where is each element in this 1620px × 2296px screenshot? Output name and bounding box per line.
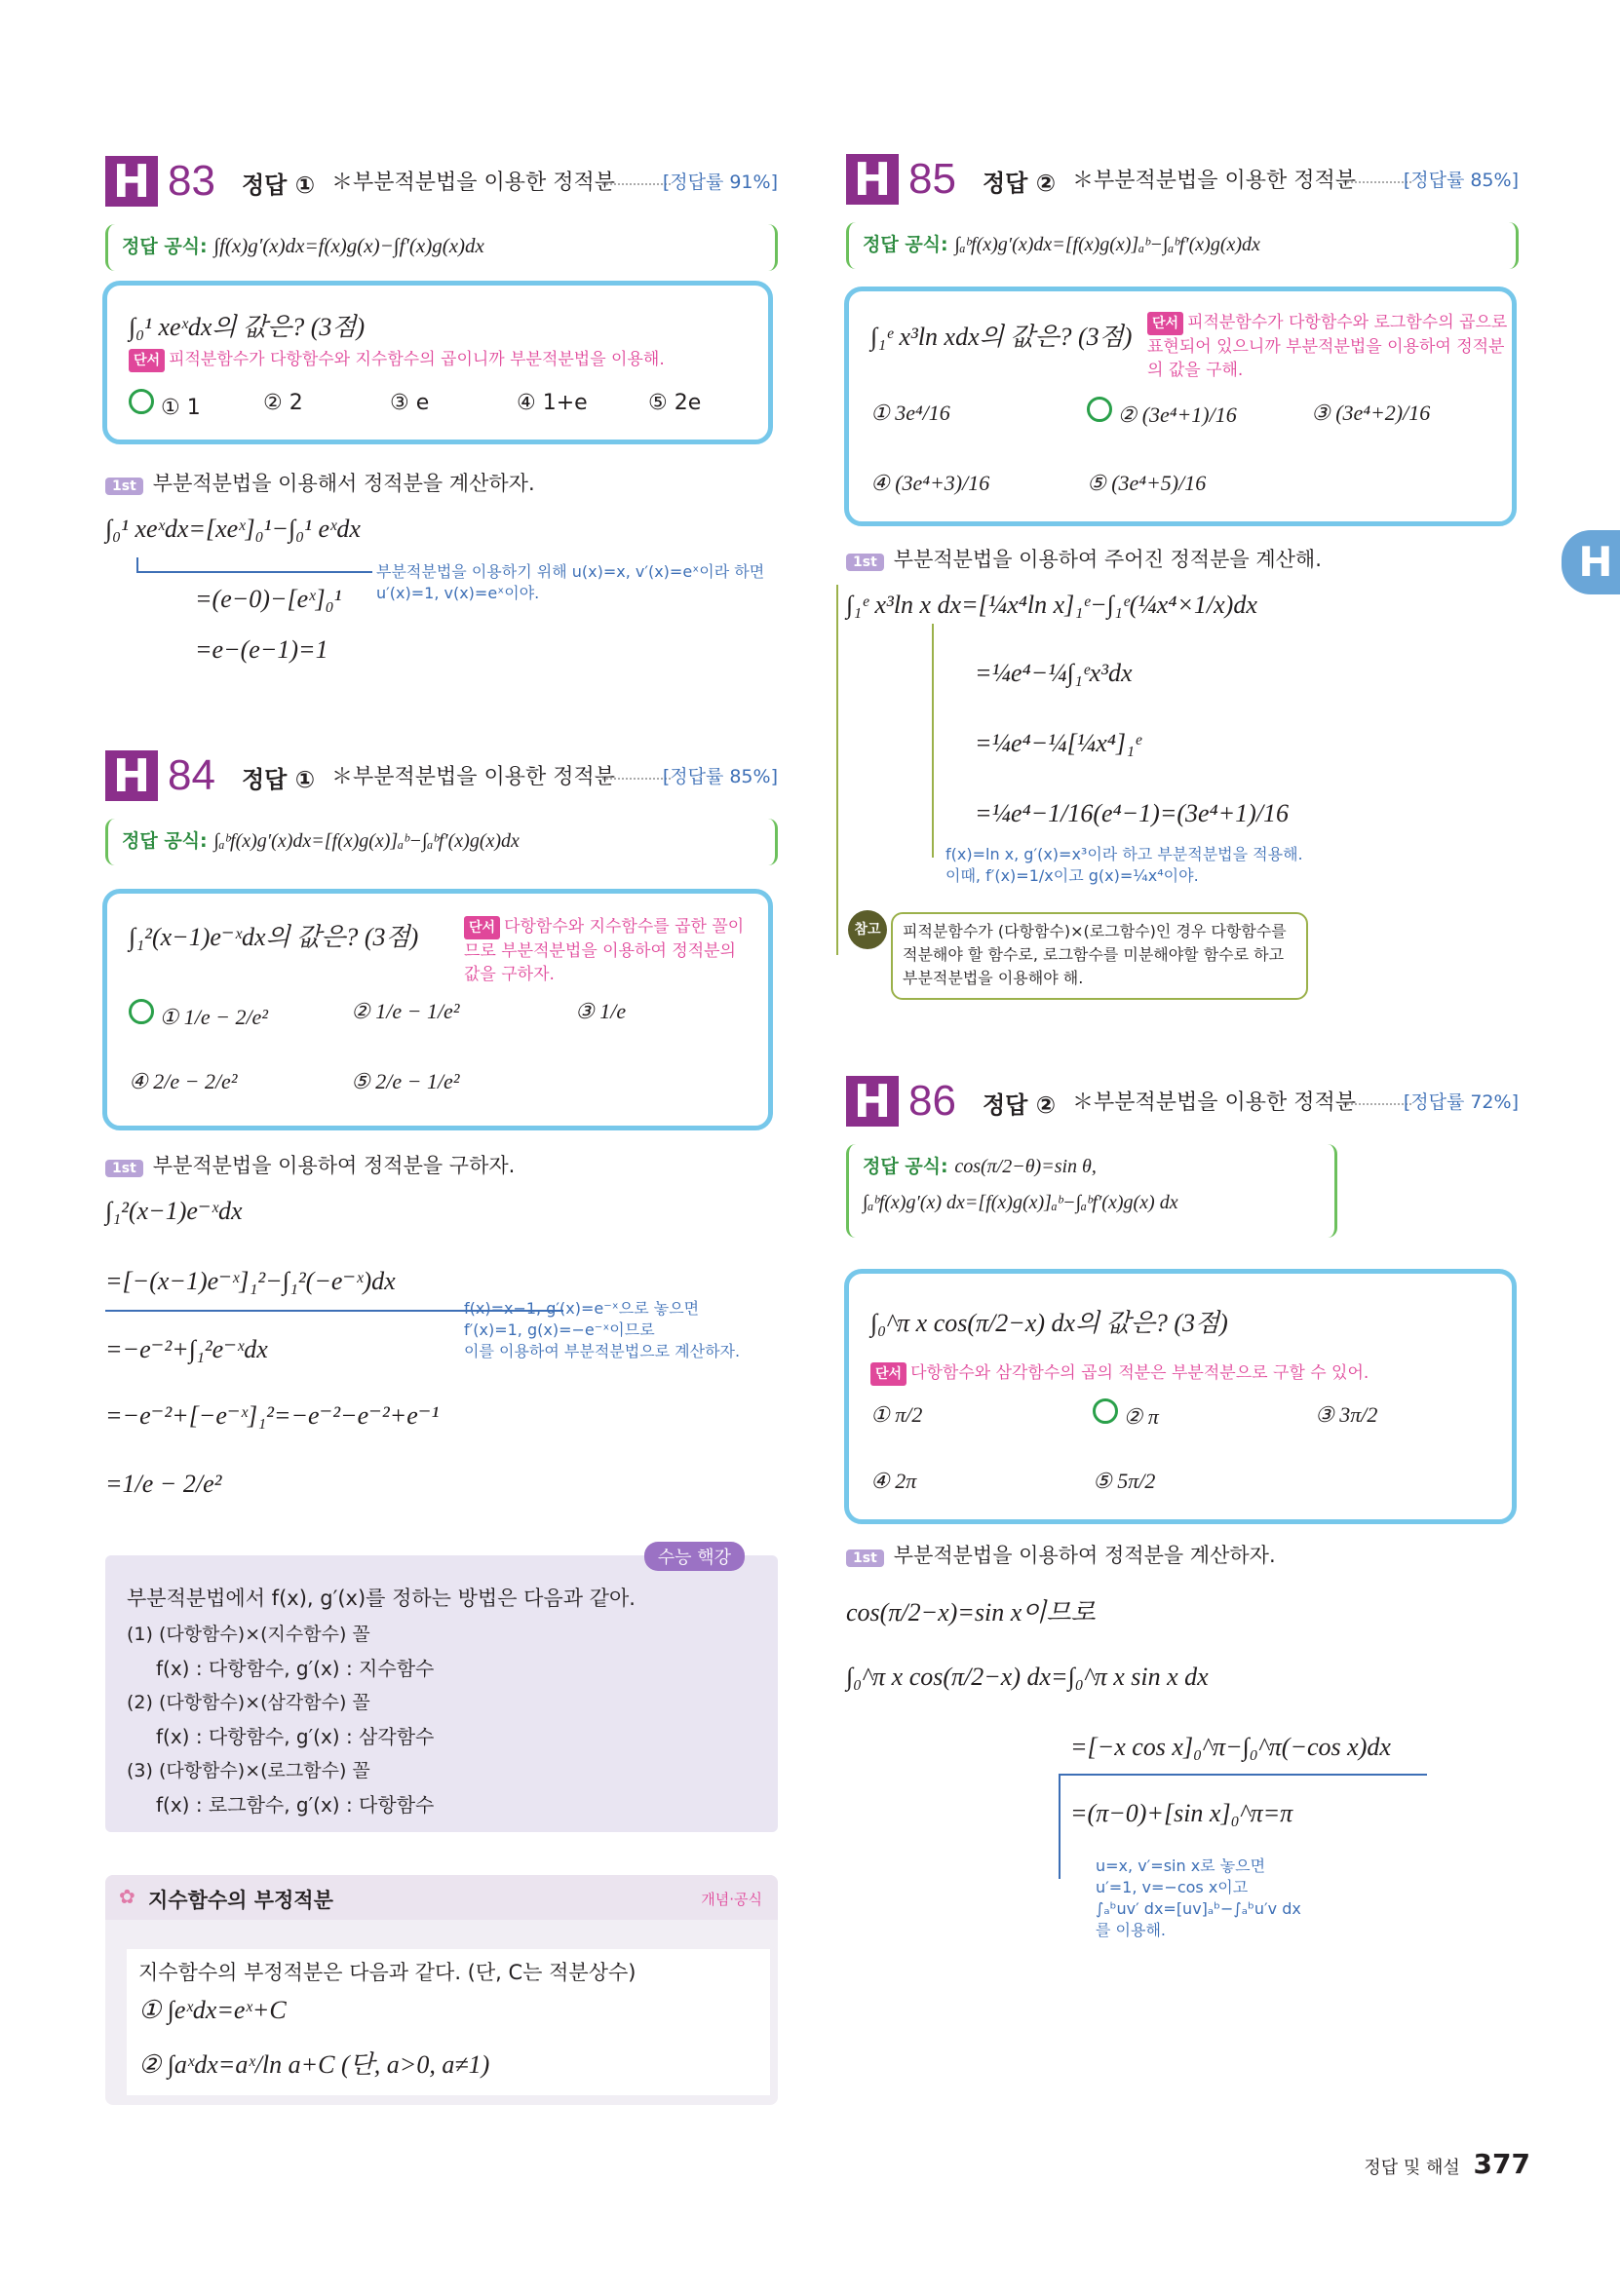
- hint-tag: 단서: [1147, 312, 1183, 335]
- problem-header: [105, 750, 778, 809]
- step-h83: [105, 468, 535, 497]
- suneung-item-1: (1) (다항함수)×(지수함수) 꼴: [127, 1624, 370, 1645]
- option-2[interactable]: ② π: [1093, 1398, 1159, 1430]
- option-2[interactable]: ② 1/e − 1/e²: [351, 999, 460, 1023]
- dotted-leader: [602, 778, 671, 780]
- note-box: [891, 912, 1308, 1000]
- concept-item-1: ① ∫eˣdx=eˣ+C: [138, 1996, 287, 2024]
- answer-label: 정답 ①: [242, 172, 316, 199]
- option-1[interactable]: ① 3e⁴/16: [870, 401, 950, 425]
- option-3[interactable]: ③ (3e⁴+2)/16: [1311, 401, 1431, 425]
- problem-header: [846, 154, 1519, 212]
- annotation-connector-2: [932, 624, 934, 858]
- formula-text-1: cos(π/2−θ)=sin θ,: [954, 1156, 1097, 1177]
- suneung-item-3: (2) (다항함수)×(삼각함수) 꼴: [127, 1692, 370, 1713]
- step-tag: 1st: [105, 478, 143, 495]
- hint-tag: 단서: [870, 1362, 906, 1386]
- option-4[interactable]: ④ 2/e − 2/e²: [129, 1069, 238, 1093]
- question-text: ∫₁ᵉ x³ln xdx의 값은? (3점): [870, 323, 1133, 351]
- solution-line-3: =−e⁻²+∫₁²e⁻ˣdx: [105, 1335, 268, 1363]
- solution-line-1: cos(π/2−x)=sin x이므로: [846, 1598, 1096, 1626]
- formula-text: ∫ₐᵇf(x)g′(x)dx=[f(x)g(x)]ₐᵇ−∫ₐᵇf′(x)g(x)dx: [954, 234, 1260, 255]
- suneung-item-4: f(x) : 다항함수, g′(x) : 삼각함수: [156, 1725, 435, 1748]
- problem-h86: [846, 1076, 1519, 1238]
- option-5[interactable]: ⑤ 5π/2: [1093, 1469, 1156, 1493]
- flower-icon: ✿: [119, 1885, 135, 1908]
- formula-text-2: ∫ₐᵇf(x)g′(x) dx=[f(x)g(x)]ₐᵇ−∫ₐᵇf′(x)g(x) dx: [863, 1192, 1178, 1213]
- correct-rate: [정답률 72%]: [1403, 1091, 1519, 1113]
- question-text: ∫₀^π x cos(π/2−x) dx의 값은? (3점): [870, 1309, 1228, 1337]
- h-badge: H: [846, 154, 899, 205]
- suneung-item-2: f(x) : 다항함수, g′(x) : 지수함수: [156, 1657, 435, 1680]
- topic-label: ＊부분적분법을 이용한 정적분: [331, 171, 616, 195]
- problem-h85: [846, 154, 1519, 269]
- hint: [1147, 311, 1510, 382]
- solution-line-1: ∫₁²(x−1)e⁻ˣdx: [105, 1197, 243, 1225]
- solution-line-3: =e−(e−1)=1: [195, 635, 328, 664]
- option-4[interactable]: ④ (3e⁴+3)/16: [870, 471, 990, 495]
- suneung-tag: 수능 핵강: [644, 1542, 745, 1571]
- question-box-h85: [844, 287, 1517, 526]
- suneung-box: [105, 1548, 778, 1832]
- option-3[interactable]: ③ 1/e: [575, 999, 627, 1023]
- correct-rate: [정답률 91%]: [662, 172, 778, 193]
- h-badge: H: [105, 156, 158, 207]
- hint: [870, 1361, 1369, 1386]
- step-text: 부분적분법을 이용하여 정적분을 구하자.: [152, 1154, 516, 1177]
- option-5[interactable]: ⑤ 2e: [648, 391, 702, 415]
- solution-line-5: =1/e − 2/e²: [105, 1470, 222, 1498]
- concept-title: 지수함수의 부정적분: [148, 1889, 333, 1912]
- note-tag-icon: 참고: [848, 910, 887, 949]
- concept-tag: 개념·공식: [701, 1891, 762, 1908]
- option-5[interactable]: ⑤ 2/e − 1/e²: [351, 1069, 460, 1093]
- suneung-item-6: f(x) : 로그함수, g′(x) : 다항함수: [156, 1793, 435, 1817]
- formula-label: 정답 공식:: [863, 1156, 948, 1177]
- formula-text: ∫ₐᵇf(x)g′(x)dx=[f(x)g(x)]ₐᵇ−∫ₐᵇf′(x)g(x)dx: [213, 830, 520, 852]
- dotted-leader: [1343, 1103, 1411, 1105]
- footer: [1364, 2148, 1530, 2180]
- solution-line-2: =[−(x−1)e⁻ˣ]₁²−∫₁²(−e⁻ˣ)dx: [105, 1267, 396, 1295]
- annotation-underline: [1059, 1774, 1427, 1776]
- note-text: 피적분함수가 (다항함수)×(로그함수)인 경우 다항함수를 적분해야 할 함수로, 로그함수를 미분해야할 함수로 하고 부분적분법을 이용해야 해.: [903, 922, 1287, 987]
- step-text: 부분적분법을 이용하여 정적분을 계산하자.: [893, 1544, 1276, 1567]
- option-3[interactable]: ③ 3π/2: [1315, 1402, 1378, 1427]
- hint-text: 다항함수와 지수함수를 곱한 꼴이므로 부분적분법을 이용하여 정적분의 값을 구하자.: [464, 917, 745, 984]
- solution-line-3: =¼e⁴−¼[¼x⁴]₁ᵉ: [975, 729, 1141, 757]
- correct-check-icon: [129, 389, 154, 414]
- option-5[interactable]: ⑤ (3e⁴+5)/16: [1087, 471, 1207, 495]
- problem-h83: [105, 156, 778, 271]
- formula-text: ∫f(x)g′(x)dx=f(x)g(x)−∫f′(x)g(x)dx: [213, 234, 484, 257]
- step-text: 부분적분법을 이용해서 정적분을 계산하자.: [152, 472, 535, 495]
- solution-line-4: =(π−0)+[sin x]₀^π=π: [1070, 1799, 1293, 1827]
- concept-intro: 지수함수의 부정적분은 다음과 같다. (단, C는 적분상수): [138, 1961, 636, 1984]
- formula-box: [846, 222, 1519, 269]
- hint-text: 피적분함수가 다항함수와 지수함수의 곱이니까 부분적분법을 이용해.: [169, 350, 665, 369]
- hint-text: 피적분함수가 다항함수와 로그함수의 곱으로 표현되어 있으니까 부분적분법을 이용하여 정적분의 값을 구해.: [1147, 313, 1508, 380]
- option-1[interactable]: ① 1/e − 2/e²: [129, 999, 268, 1030]
- step-text: 부분적분법을 이용하여 주어진 정적분을 계산해.: [893, 548, 1322, 571]
- question-box-h86: [844, 1269, 1517, 1524]
- solution-line-1: ∫₁ᵉ x³ln x dx=[¼x⁴ln x]₁ᵉ−∫₁ᵉ(¼x⁴×1/x)dx: [846, 591, 1257, 619]
- page-number: 377: [1473, 2148, 1530, 2180]
- hint: [129, 348, 665, 372]
- dotted-leader: [1343, 181, 1411, 183]
- formula-box: [105, 224, 778, 271]
- problem-number: 86: [908, 1077, 956, 1125]
- dotted-leader: [602, 183, 671, 185]
- topic-label: ＊부분적분법을 이용한 정적분: [331, 765, 616, 789]
- question-box-h84: [102, 889, 773, 1130]
- option-4[interactable]: ④ 2π: [870, 1469, 917, 1493]
- h-badge: H: [105, 750, 158, 801]
- annotation: f(x)=x−1, g′(x)=e⁻ˣ으로 놓으면 f′(x)=1, g(x)=−e⁻ˣ이므로 이를 이용하여 부분적분법으로 계산하자.: [464, 1299, 741, 1360]
- solution-line-2: =(e−0)−[eˣ]₀¹: [195, 585, 342, 613]
- step-h85: [846, 544, 1322, 573]
- problem-h84: [105, 750, 778, 865]
- side-tab-h: H: [1562, 530, 1620, 594]
- annotation: 부분적분법을 이용하기 위해 u(x)=x, v′(x)=eˣ이라 하면 u′(x)=1, v(x)=eˣ이야.: [376, 562, 765, 602]
- correct-rate: [정답률 85%]: [662, 766, 778, 787]
- problem-number: 84: [168, 751, 215, 799]
- correct-check-icon: [129, 999, 154, 1024]
- solution-line-2: =¼e⁴−¼∫₁ᵉx³dx: [975, 659, 1133, 687]
- concept-box: [105, 1875, 778, 2105]
- formula-label: 정답 공식:: [863, 234, 948, 255]
- problem-number: 85: [908, 155, 956, 203]
- step-tag: 1st: [105, 1160, 143, 1177]
- hint-tag: 단서: [464, 916, 500, 939]
- correct-check-icon: [1093, 1398, 1118, 1424]
- solution-line-4: =−e⁻²+[−e⁻ˣ]₁²=−e⁻²−e⁻²+e⁻¹: [105, 1401, 440, 1430]
- question-text: ∫₁²(x−1)e⁻ˣdx의 값은? (3점): [129, 923, 419, 951]
- h-badge: H: [846, 1076, 899, 1127]
- answer-label: 정답 ①: [242, 766, 316, 793]
- correct-check-icon: [1087, 397, 1112, 422]
- solution-line-1: ∫₀¹ xeˣdx=[xeˣ]₀¹−∫₀¹ eˣdx: [105, 515, 361, 543]
- correct-rate: [정답률 85%]: [1403, 170, 1519, 191]
- step-tag: 1st: [846, 554, 884, 571]
- question-text: ∫₀¹ xeˣdx의 값은? (3점): [129, 313, 366, 341]
- step-h86: [846, 1540, 1276, 1569]
- annotation: u=x, v′=sin x로 놓으면 u′=1, v=−cos x이고 ∫ₐᵇuv′ dx=[uv]ₐᵇ−∫ₐᵇu′v dx 를 이용해.: [1096, 1856, 1301, 1939]
- annotation-connector: [836, 585, 838, 955]
- problem-number: 83: [168, 157, 215, 205]
- question-box-h83: [102, 281, 773, 444]
- solution-line-4: =¼e⁴−1/16(e⁴−1)=(3e⁴+1)/16: [975, 799, 1290, 827]
- option-1[interactable]: ① π/2: [870, 1402, 923, 1427]
- option-2[interactable]: ② (3e⁴+1)/16: [1087, 397, 1237, 428]
- topic-label: ＊부분적분법을 이용한 정적분: [1072, 169, 1357, 193]
- footer-label: 정답 및 해설: [1364, 2158, 1460, 2178]
- problem-header: [105, 156, 778, 214]
- solution-line-3: =[−x cos x]₀^π−∫₀^π(−cos x)dx: [1070, 1733, 1391, 1761]
- concept-item-2: ② ∫aˣdx=aˣ/ln a+C (단, a>0, a≠1): [138, 2050, 490, 2079]
- hint-tag: 단서: [129, 349, 165, 372]
- problem-header: [846, 1076, 1519, 1134]
- option-4[interactable]: ④ 1+e: [517, 391, 588, 415]
- answer-label: 정답 ②: [983, 170, 1057, 197]
- solution-line-2: ∫₀^π x cos(π/2−x) dx=∫₀^π x sin x dx: [846, 1663, 1209, 1691]
- annotation-connector: [1059, 1774, 1061, 1879]
- formula-label: 정답 공식:: [122, 236, 208, 257]
- annotation-connector: [136, 557, 372, 573]
- option-2[interactable]: ② 2: [263, 391, 303, 415]
- option-3[interactable]: ③ e: [390, 391, 430, 415]
- formula-box: [105, 819, 778, 865]
- step-h84: [105, 1150, 515, 1179]
- suneung-item-5: (3) (다항함수)×(로그함수) 꼴: [127, 1760, 370, 1781]
- topic-label: ＊부분적분법을 이용한 정적분: [1072, 1091, 1357, 1115]
- answer-label: 정답 ②: [983, 1091, 1057, 1119]
- hint-text: 다항함수와 삼각함수의 곱의 적분은 부분적분으로 구할 수 있어.: [910, 1363, 1369, 1383]
- formula-box: [846, 1144, 1337, 1238]
- option-1[interactable]: ① 1: [129, 389, 201, 420]
- formula-label: 정답 공식:: [122, 830, 208, 852]
- suneung-intro: 부분적분법에서 f(x), g′(x)를 정하는 방법은 다음과 같아.: [127, 1587, 636, 1610]
- hint: [464, 915, 747, 986]
- step-tag: 1st: [846, 1550, 884, 1567]
- annotation: f(x)=ln x, g′(x)=x³이라 하고 부분적분법을 적용해. 이때, f′(x)=1/x이고 g(x)=¼x⁴이야.: [945, 845, 1303, 885]
